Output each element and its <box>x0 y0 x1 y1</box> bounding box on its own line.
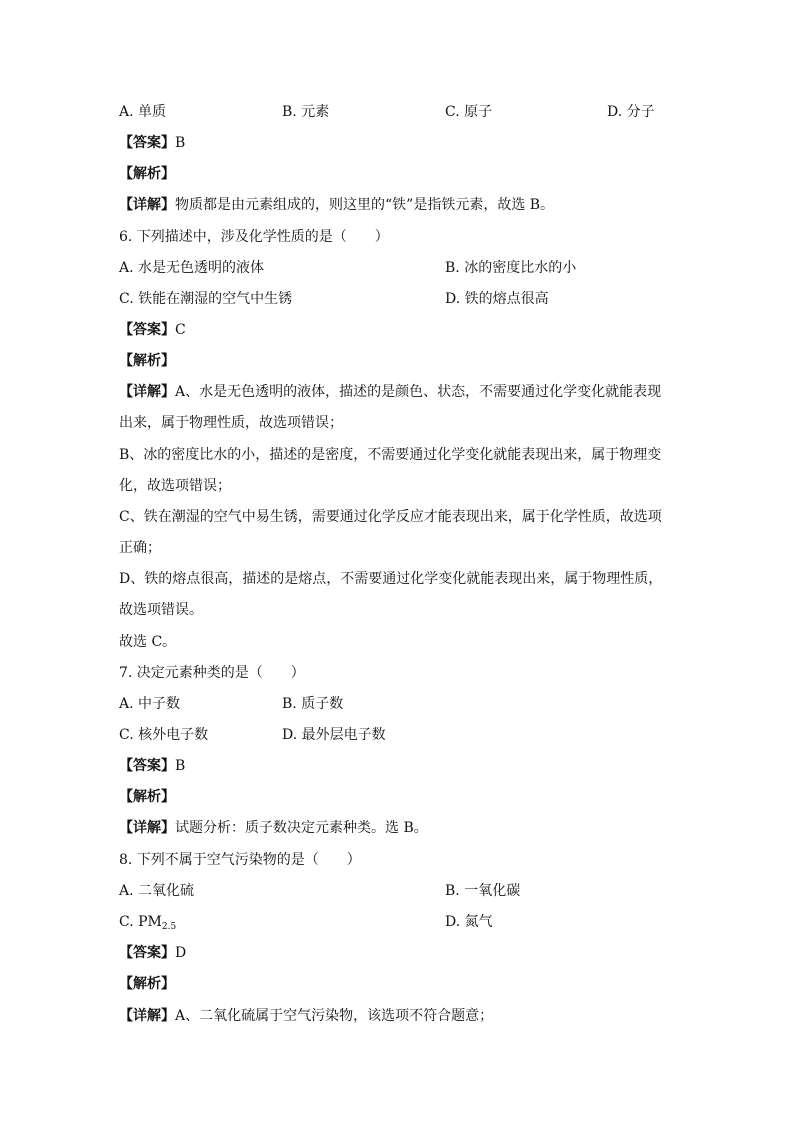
answer-label: 【答案】 <box>119 758 175 774</box>
q8-option-c-subscript: 2.5 <box>161 922 177 932</box>
q7-detail <box>119 813 679 844</box>
q7-analysis-heading <box>119 782 679 813</box>
analysis-label: 【解析】 <box>119 166 175 182</box>
detail-label: 【详解】 <box>119 820 175 836</box>
q5-option-c: C. 原子 <box>445 104 493 120</box>
q8-detail <box>119 1001 679 1032</box>
answer-label: 【答案】 <box>119 945 175 961</box>
q6-detail-line: 出来，属于物理性质，故选项错误； <box>119 415 343 431</box>
q5-options <box>119 97 679 128</box>
q5-answer <box>119 128 679 159</box>
q6-answer <box>119 315 679 346</box>
detail-text: 物质都是由元素组成的，则这里的“铁”是指铁元素，故选 B。 <box>175 197 555 213</box>
q7-option-d: D. 最外层电子数 <box>282 727 386 743</box>
q7-option-c: C. 核外电子数 <box>119 727 209 743</box>
q7-options-row-2 <box>119 720 679 751</box>
answer-value: B <box>175 758 186 774</box>
detail-text: A、二氧化硫属于空气污染物，该选项不符合题意； <box>175 1008 494 1024</box>
q8-option-d: D. 氮气 <box>445 914 493 930</box>
answer-label: 【答案】 <box>119 135 175 151</box>
q6-option-c: C. 铁能在潮湿的空气中生锈 <box>119 291 293 307</box>
q7-answer <box>119 751 679 782</box>
detail-label: 【详解】 <box>119 197 175 213</box>
q5-option-b: B. 元素 <box>282 104 330 120</box>
q6-options-row-1 <box>119 253 679 284</box>
answer-value: C <box>175 322 186 338</box>
q6-detail-line: B、冰的密度比水的小，描述的是密度，不需要通过化学变化就能表现出来，属于物理变 <box>119 447 662 463</box>
q6-conclusion: 故选 C。 <box>119 634 177 650</box>
q8-option-b: B. 一氧化碳 <box>445 883 521 899</box>
q7-question: 7. 决定元素种类的是（ ） <box>119 665 305 681</box>
q6-detail-line: 正确； <box>119 540 161 556</box>
q8-option-a: A. 二氧化硫 <box>119 883 195 899</box>
q6-detail-line <box>119 377 679 408</box>
q8-options-row-1 <box>119 876 679 907</box>
q6-detail-line: C、铁在潮湿的空气中易生锈，需要通过化学反应才能表现出来，属于化学性质，故选项 <box>119 509 662 525</box>
detail-label: 【详解】 <box>119 1008 175 1024</box>
q8-option-c <box>119 907 176 938</box>
q8-question: 8. 下列不属于空气污染物的是（ ） <box>119 852 361 868</box>
analysis-label: 【解析】 <box>119 353 175 369</box>
q6-detail-line: D、铁的熔点很高，描述的是熔点，不需要通过化学变化就能表现出来，属于物理性质， <box>119 571 663 587</box>
q6-options-row-2 <box>119 284 679 315</box>
answer-value: D <box>175 945 187 961</box>
answer-value: B <box>175 135 186 151</box>
q6-question: 6. 下列描述中，涉及化学性质的是（ ） <box>119 229 389 245</box>
answer-label: 【答案】 <box>119 322 175 338</box>
detail-text: A、水是无色透明的液体，描述的是颜色、状态，不需要通过化学变化就能表现 <box>175 384 662 400</box>
q5-option-a: A. 单质 <box>119 104 167 120</box>
detail-label: 【详解】 <box>119 384 175 400</box>
q8-options-row-2 <box>119 907 679 938</box>
analysis-label: 【解析】 <box>119 976 175 992</box>
q8-option-c-text: C. PM <box>119 914 162 930</box>
q5-detail <box>119 190 679 221</box>
q7-option-b: B. 质子数 <box>282 696 344 712</box>
detail-text: 试题分析：质子数决定元素种类。选 B。 <box>175 820 428 836</box>
q6-option-d: D. 铁的熔点很高 <box>445 291 549 307</box>
q7-options-row-1 <box>119 689 679 720</box>
q6-analysis-heading <box>119 346 679 377</box>
q6-detail-line: 化，故选项错误； <box>119 478 231 494</box>
q7-option-a: A. 中子数 <box>119 696 181 712</box>
q6-option-a: A. 水是无色透明的液体 <box>119 260 265 276</box>
q5-option-d: D. 分子 <box>607 104 655 120</box>
q8-answer <box>119 938 679 969</box>
q8-analysis-heading <box>119 969 679 1000</box>
q6-option-b: B. 冰的密度比水的小 <box>445 260 577 276</box>
q5-analysis-heading <box>119 159 679 190</box>
analysis-label: 【解析】 <box>119 789 175 805</box>
q6-detail-line: 故选项错误。 <box>119 602 203 618</box>
